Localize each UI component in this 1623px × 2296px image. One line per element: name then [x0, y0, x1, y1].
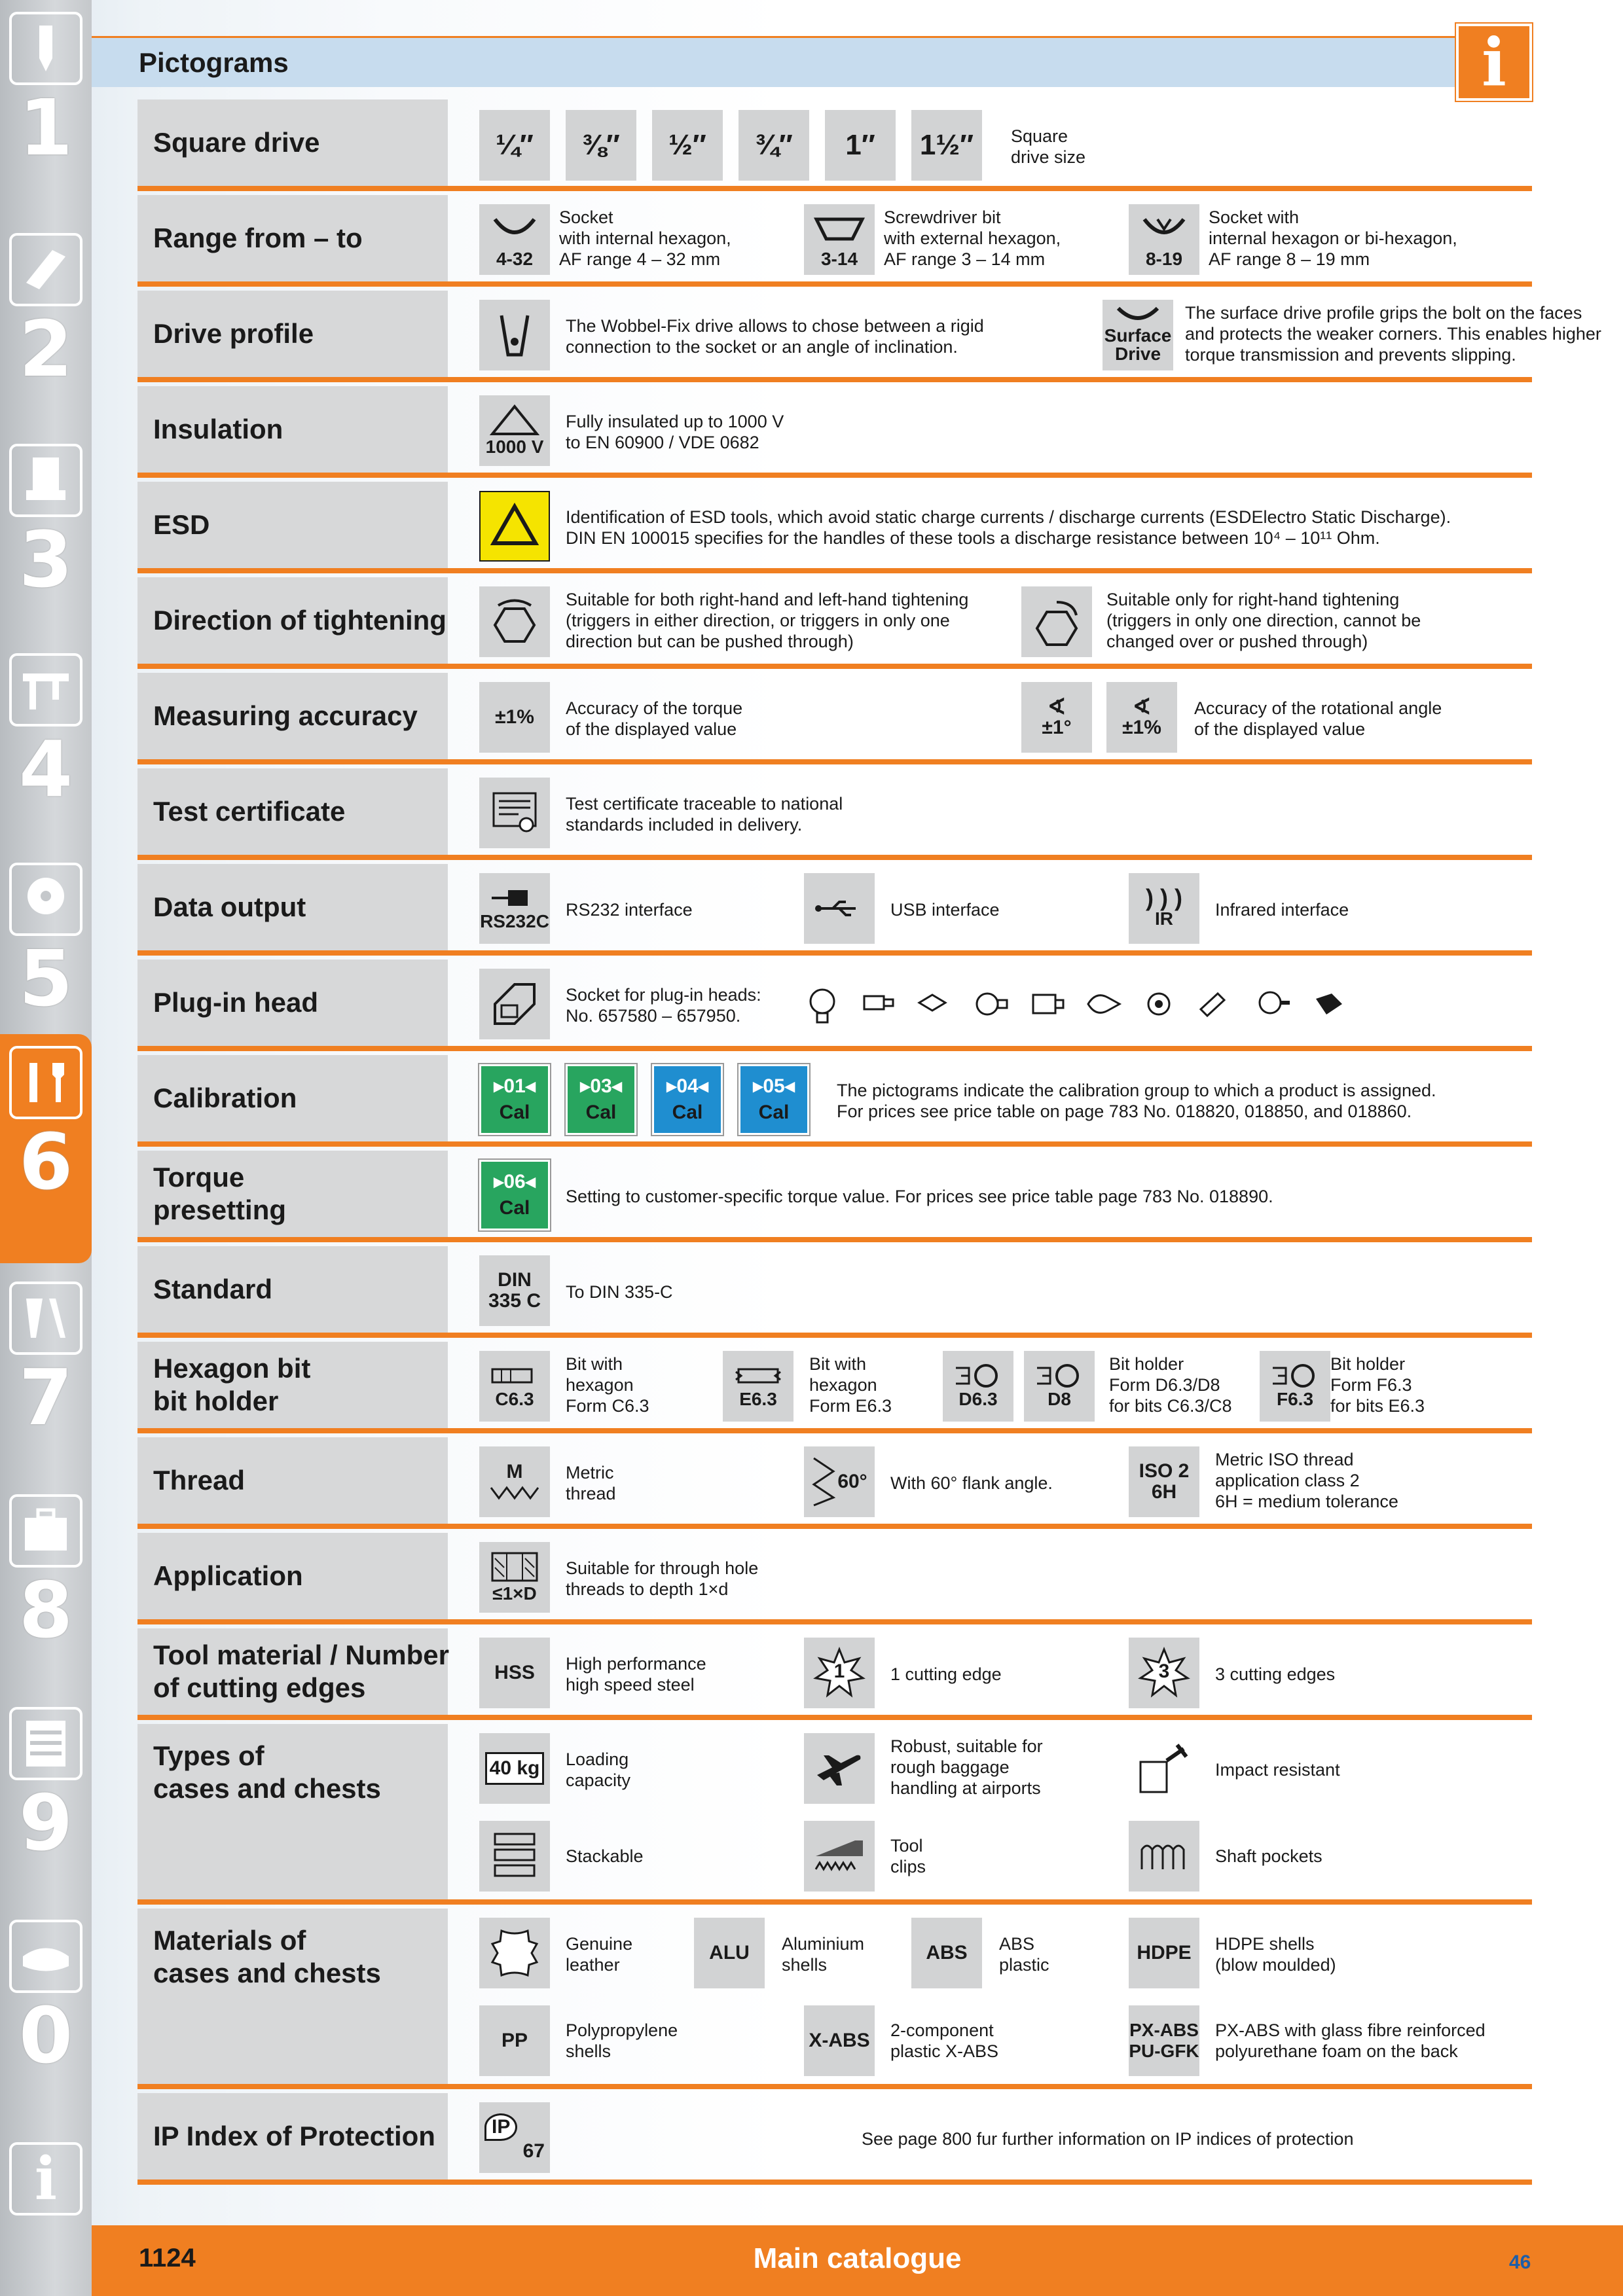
row-label: Calibration — [137, 1055, 448, 1141]
row-calibration — [137, 1055, 1532, 1147]
rs232-connector-icon: RS232C — [479, 873, 550, 944]
row-label: Square drive — [137, 99, 448, 186]
case-type-text: Tool clips — [890, 1836, 926, 1876]
row-insulation — [137, 386, 1532, 478]
section-number: 46 — [1509, 2251, 1531, 2273]
accuracy-text: Accuracy of the torque of the displayed value — [566, 698, 743, 739]
tool-clips-icon — [804, 1821, 875, 1892]
range-text: Socket with internal hexagon or bi-hexagon, AF range 8 – 19 mm — [1209, 207, 1457, 269]
leather-hide-icon — [479, 1918, 550, 1988]
insulation-text: Fully insulated up to 1000 V to EN 60900 / VDE 0682 — [566, 412, 784, 452]
plug-in-head-icon — [1195, 983, 1237, 1025]
esd-warning-icon — [479, 491, 550, 562]
thread-text: Metric thread — [566, 1463, 616, 1503]
airplane-icon — [804, 1733, 875, 1804]
screwdriver-bit-icon: 3-14 — [804, 204, 875, 275]
square-drive-size: ⅜″ — [566, 110, 636, 181]
case-type-text: Loading capacity — [566, 1749, 631, 1790]
case-type-text: Impact resistant — [1215, 1760, 1340, 1780]
row-label: Standard — [137, 1246, 448, 1333]
row-label: Plug-in head — [137, 960, 448, 1046]
plug-in-head-icon — [914, 983, 956, 1025]
tool-material-text: 1 cutting edge — [890, 1664, 1002, 1684]
metric-thread-icon: M — [479, 1446, 550, 1517]
info-icon: i — [1482, 24, 1506, 101]
case-type-text: Stackable — [566, 1846, 644, 1866]
hss-badge: HSS — [479, 1638, 550, 1708]
hexbit-text: Bit with hexagon Form C6.3 — [566, 1354, 649, 1416]
tool-material-text: High performance high speed steel — [566, 1654, 706, 1695]
calibration-group-badge: ▸05◂ Cal — [739, 1064, 809, 1135]
square-drive-size: 1½″ — [911, 110, 982, 181]
row-certificate — [137, 768, 1532, 860]
row-thread — [137, 1437, 1532, 1529]
pp-badge: PP — [479, 2005, 550, 2076]
caliper-icon — [9, 653, 82, 726]
row-label: Tool material / Number of cutting edges — [137, 1628, 448, 1715]
px-abs-badge: PX-ABS PU-GFK — [1129, 2005, 1199, 2076]
row-label: Test certificate — [137, 768, 448, 855]
chapter-tab-5[interactable]: 5 — [0, 851, 92, 1062]
row-torque-presetting — [137, 1151, 1532, 1242]
chapter-tab-7[interactable]: 7 — [0, 1270, 92, 1480]
certificate-text: Test certificate traceable to national standards included in delivery. — [566, 794, 843, 834]
ip-text: See page 800 fur further information on IP indices of protection — [862, 2129, 1354, 2149]
accuracy-text: Accuracy of the rotational angle of the displayed value — [1194, 698, 1442, 739]
bit-e63-icon: E6.3 — [723, 1351, 793, 1422]
plugin-text: Socket for plug-in heads: No. 657580 – 657950. — [566, 985, 761, 1026]
vde-triangle-icon: 1000 V — [479, 395, 550, 466]
row-label: Application — [137, 1533, 448, 1619]
plug-in-heads-row — [801, 983, 1350, 1025]
calibration-group-badge: ▸01◂ Cal — [479, 1064, 550, 1135]
bit-c63-icon: C6.3 — [479, 1351, 550, 1422]
row-label: Thread — [137, 1437, 448, 1524]
cutting-insert-icon — [9, 233, 82, 306]
usb-icon — [804, 873, 875, 944]
plug-in-socket-icon — [479, 969, 550, 1039]
bit-holder-f63-icon: F6.3 — [1260, 1351, 1330, 1422]
thread-text: With 60° flank angle. — [890, 1473, 1053, 1493]
square-drive-size: ¼″ — [479, 110, 550, 181]
row-label: Data output — [137, 864, 448, 950]
case-material-text: Polypropylene shells — [566, 2020, 678, 2061]
page-number: 1124 — [139, 2244, 196, 2272]
plug-in-head-icon — [1139, 983, 1181, 1025]
safety-goggles-icon — [9, 1920, 82, 1993]
row-plugin — [137, 960, 1532, 1051]
data-output-text: USB interface — [890, 900, 1000, 920]
chapter-tab-info[interactable] — [0, 2130, 92, 2222]
row-label: Measuring accuracy — [137, 673, 448, 759]
row-label: Hexagon bit bit holder — [137, 1342, 448, 1428]
plug-in-head-icon — [1308, 983, 1350, 1025]
square-drive-note: Square drive size — [1011, 126, 1086, 167]
hexbit-text: Bit holder Form D6.3/D8 for bits C6.3/C8 — [1109, 1354, 1232, 1416]
row-esd — [137, 482, 1532, 573]
square-drive-size: ½″ — [652, 110, 723, 181]
socket-bi-hex-icon: 8-19 — [1129, 204, 1199, 275]
case-material-text: HDPE shells (blow moulded) — [1215, 1934, 1336, 1975]
range-text: Socket with internal hexagon, AF range 4 – 32 mm — [559, 207, 731, 269]
loading-capacity-icon: 40 kg — [479, 1733, 550, 1804]
drive-profile-text: The surface drive profile grips the bolt on the faces and protects the weaker corners. This enables higher torque transmission and prevents slipping. — [1185, 303, 1601, 365]
one-cutting-edge-icon: 1 — [804, 1638, 875, 1708]
chapter-tab-4[interactable]: 4 — [0, 641, 92, 852]
square-drive-size: 1″ — [825, 110, 896, 181]
page-footer — [92, 2225, 1623, 2296]
tool-chest-icon — [9, 1707, 82, 1780]
wrench-screwdriver-icon — [9, 1046, 82, 1119]
saw-blade-icon — [9, 863, 82, 936]
row-label: Drive profile — [137, 291, 448, 377]
row-accuracy — [137, 673, 1532, 764]
row-label: Materials of cases and chests — [137, 1909, 448, 2084]
case-material-text: 2-component plastic X-ABS — [890, 2020, 999, 2061]
calibration-group-badge: ▸03◂ Cal — [566, 1064, 636, 1135]
info-badge — [1456, 24, 1532, 101]
chapter-rail — [0, 0, 92, 2296]
socket-internal-hex-icon: 4-32 — [479, 204, 550, 275]
row-ip-protection — [137, 2093, 1532, 2185]
wobbel-fix-icon — [479, 300, 550, 370]
info-icon: i — [9, 2142, 82, 2215]
row-case-types — [137, 1724, 1532, 1905]
square-drive-size: ¾″ — [739, 110, 809, 181]
page-title: Pictograms — [139, 47, 289, 78]
surface-drive-icon: Surface Drive — [1103, 300, 1173, 370]
direction-text: Suitable only for right-hand tightening (triggers in only one direction, cannot be changed over or pushed through) — [1106, 590, 1421, 651]
application-text: Suitable for through hole threads to depth 1×d — [566, 1558, 759, 1599]
row-label: Range from – to — [137, 195, 448, 281]
row-tool-material — [137, 1628, 1532, 1720]
chapter-tab-6[interactable]: 6 — [0, 1034, 92, 1263]
case-material-text: PX-ABS with glass fibre reinforced polyurethane foam on the back — [1215, 2020, 1486, 2061]
direction-text: Suitable for both right-hand and left-hand tightening (triggers in either direction, or triggers in only one direction but can be pushed through) — [566, 590, 969, 651]
case-material-text: ABS plastic — [999, 1934, 1049, 1975]
row-label: Insulation — [137, 386, 448, 473]
pliers-icon — [9, 1282, 82, 1355]
angle-accuracy-badge: ∢ ±1% — [1106, 682, 1177, 753]
plug-in-head-icon — [858, 983, 900, 1025]
thread-text: Metric ISO thread application class 2 6H = medium tolerance — [1215, 1450, 1398, 1511]
row-label: Torque presetting — [137, 1151, 448, 1237]
calibration-group-badge: ▸04◂ Cal — [652, 1064, 723, 1135]
esd-text: Identification of ESD tools, which avoid static charge currents / discharge currents (ESDElectro Static Discharge). — [566, 507, 1451, 527]
shaft-pockets-icon — [1129, 1821, 1199, 1892]
bit-holder-d8-icon: D8 — [1024, 1351, 1095, 1422]
case-material-text: Aluminium shells — [782, 1934, 865, 1975]
plug-in-head-icon — [1027, 983, 1068, 1025]
row-direction — [137, 577, 1532, 669]
standard-text: To DIN 335-C — [566, 1282, 673, 1302]
abs-badge: ABS — [911, 1918, 982, 1988]
plug-in-head-icon — [1252, 983, 1294, 1025]
both-direction-hex-icon — [479, 586, 550, 657]
x-abs-badge: X-ABS — [804, 2005, 875, 2076]
case-material-text: Genuine leather — [566, 1934, 633, 1975]
row-label: ESD — [137, 482, 448, 568]
three-cutting-edges-icon: 3 — [1129, 1638, 1199, 1708]
right-hand-hex-icon — [1021, 586, 1092, 657]
torque-accuracy-badge: ±1% — [479, 682, 550, 753]
chuck-icon — [9, 444, 82, 517]
row-label: Types of cases and chests — [137, 1724, 448, 1899]
calibration-text: The pictograms indicate the calibration group to which a product is assigned. For prices see price table on page 783 No. 018820, 018850, and 018860. — [837, 1081, 1436, 1121]
chapter-tab-3[interactable]: 3 — [0, 432, 92, 643]
case-type-text: Robust, suitable for rough baggage handling at airports — [890, 1736, 1043, 1798]
catalogue-title: Main catalogue — [753, 2242, 962, 2274]
alu-badge: ALU — [694, 1918, 765, 1988]
chapter-tab-0[interactable]: 0 — [0, 1908, 92, 2119]
data-output-text: RS232 interface — [566, 900, 693, 920]
pictogram-table — [137, 99, 1601, 2189]
torque-text: Setting to customer-specific torque value. For prices see price table page 783 No. 018890. — [566, 1187, 1273, 1206]
case-type-text: Shaft pockets — [1215, 1846, 1322, 1866]
row-application — [137, 1533, 1532, 1624]
hdpe-badge: HDPE — [1129, 1918, 1199, 1988]
infrared-icon: ) ) ) IR — [1129, 873, 1199, 944]
row-drive-profile — [137, 291, 1601, 382]
drive-profile-text: The Wobbel-Fix drive allows to chose between a rigid connection to the socket or an angle of inclination. — [566, 316, 984, 357]
angle-accuracy-badge: ∢ ±1° — [1021, 682, 1092, 753]
iso-thread-badge: ISO 2 6H — [1129, 1446, 1199, 1517]
calibration-group-badge: ▸06◂ Cal — [479, 1160, 550, 1230]
chapter-tab-2[interactable]: 2 — [0, 221, 92, 432]
din-standard-badge: DIN 335 C — [479, 1255, 550, 1326]
row-label: IP Index of Protection — [137, 2093, 448, 2179]
hexbit-text: Bit with hexagon Form E6.3 — [809, 1354, 892, 1416]
esd-text: DIN EN 100015 specifies for the handles of these tools a discharge resistance between 10⁴ – 10¹¹ Ohm. — [566, 528, 1380, 548]
chapter-tab-1[interactable]: 1 — [0, 0, 92, 211]
row-data-output — [137, 864, 1532, 956]
plug-in-head-icon — [1083, 983, 1125, 1025]
page-header — [92, 36, 1532, 87]
range-text: Screwdriver bit with external hexagon, AF range 3 – 14 mm — [884, 207, 1061, 269]
row-case-materials — [137, 1909, 1532, 2089]
hexbit-text: Bit holder Form F6.3 for bits E6.3 — [1330, 1354, 1425, 1416]
row-label: Direction of tightening — [137, 577, 448, 664]
row-hexagon-bit — [137, 1342, 1532, 1433]
plug-in-head-icon — [801, 983, 843, 1025]
toolbox-icon — [9, 1494, 82, 1568]
impact-hammer-icon — [1129, 1733, 1199, 1804]
flank-angle-icon: 60° — [804, 1446, 875, 1517]
drill-icon — [9, 12, 82, 85]
chapter-tab-8[interactable]: 8 — [0, 1482, 92, 1693]
row-square-drive — [137, 99, 1532, 191]
row-standard — [137, 1246, 1532, 1338]
chapter-tab-9[interactable]: 9 — [0, 1695, 92, 1906]
row-range — [137, 195, 1532, 287]
data-output-text: Infrared interface — [1215, 900, 1349, 920]
through-hole-icon: ≤1×D — [479, 1542, 550, 1613]
ip-rating-icon: IP 67 — [479, 2102, 550, 2173]
certificate-icon — [479, 778, 550, 848]
tool-material-text: 3 cutting edges — [1215, 1664, 1336, 1684]
bit-holder-d63-icon: D6.3 — [943, 1351, 1013, 1422]
plug-in-head-icon — [970, 983, 1012, 1025]
stackable-icon — [479, 1821, 550, 1892]
